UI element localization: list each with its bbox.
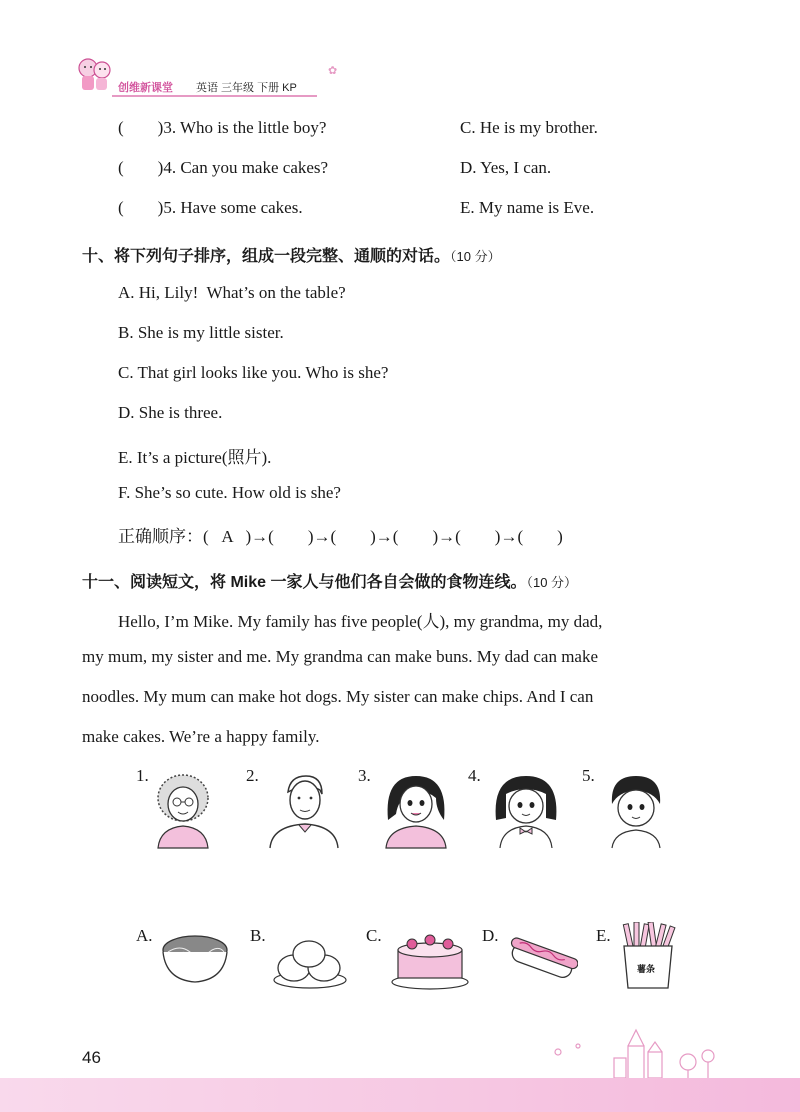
sentence-f: F. She’s so cute. How old is she? [118,483,341,502]
chips-icon[interactable] [618,922,678,990]
section-10-title [82,243,501,266]
order-answer-line[interactable]: 正确顺序：( A )→( )→( )→( )→( )→( ) [118,527,563,546]
sister-portrait-icon[interactable] [490,770,562,855]
match-row-3-answer: C. He is my brother. [460,118,598,137]
cake-icon[interactable] [390,926,470,995]
passage-line-3: noodles. My mum can make hot dogs. My sister can make chips. And I can [82,687,594,706]
section-10-title-text: 十、将下列句子排序，组成一段完整、通顺的对话。 [82,248,451,265]
person-1-number: 1. [136,766,149,785]
food-d-letter: D. [482,926,499,945]
header-logo [74,54,116,98]
page-number: 46 [82,1048,101,1067]
sentence-d: D. She is three. [118,403,223,422]
person-5-number: 5. [582,766,595,785]
match-row-5-answer: E. My name is Eve. [460,198,595,217]
food-b-letter: B. [250,926,266,945]
footer-band [0,1078,800,1112]
flower-decoration-icon: ✿ [328,65,338,77]
sentence-e: E. It’s a picture(照片). [118,448,272,467]
grandma-portrait-icon[interactable] [150,770,216,855]
food-e-letter: E. [596,926,611,945]
person-4-number: 4. [468,766,481,785]
noodles-bowl-icon[interactable] [160,928,230,993]
mum-portrait-icon[interactable] [380,770,452,855]
section-11-score: （10 分） [526,575,578,590]
chips-tag-label: 薯条 [637,964,656,974]
sentence-a: A. Hi, Lily! What’s on the table? [118,283,346,302]
match-row-5-question: ( )5. Have some cakes. [118,198,303,217]
dad-portrait-icon[interactable] [268,772,340,855]
buns-icon[interactable] [272,930,348,995]
passage-line-2: my mum, my sister and me. My grandma can make buns. My dad can make [82,647,599,666]
castle-decoration-icon [548,1022,728,1083]
person-3-number: 3. [358,766,371,785]
match-row-4-answer: D. Yes, I can. [460,158,552,177]
food-c-letter: C. [366,926,382,945]
section-11-title [82,569,577,592]
food-a-letter: A. [136,926,153,945]
header-divider [112,95,317,97]
match-row-4-question: ( )4. Can you make cakes? [118,158,329,177]
passage-line-1: Hello, I’m Mike. My family has five people(人), my grandma, my dad, [118,612,603,631]
book-info: 英语 三年级 下册 KP [196,82,297,94]
passage-line-4: make cakes. We’re a happy family. [82,727,320,746]
section-10-score: （10 分） [450,249,501,264]
sentence-b: B. She is my little sister. [118,323,284,342]
section-11-title-text: 十一、阅读短文，将 Mike 一家人与他们各自会做的食物连线。 [82,574,527,591]
match-row-3-question: ( )3. Who is the little boy? [118,118,327,137]
hot-dog-icon[interactable] [508,934,578,987]
person-2-number: 2. [246,766,259,785]
cartoon-kids-logo-icon [74,54,116,98]
sentence-c: C. That girl looks like you. Who is she? [118,363,389,382]
brand-name: 创维新课堂 [118,82,173,94]
boy-portrait-icon[interactable] [600,770,672,855]
